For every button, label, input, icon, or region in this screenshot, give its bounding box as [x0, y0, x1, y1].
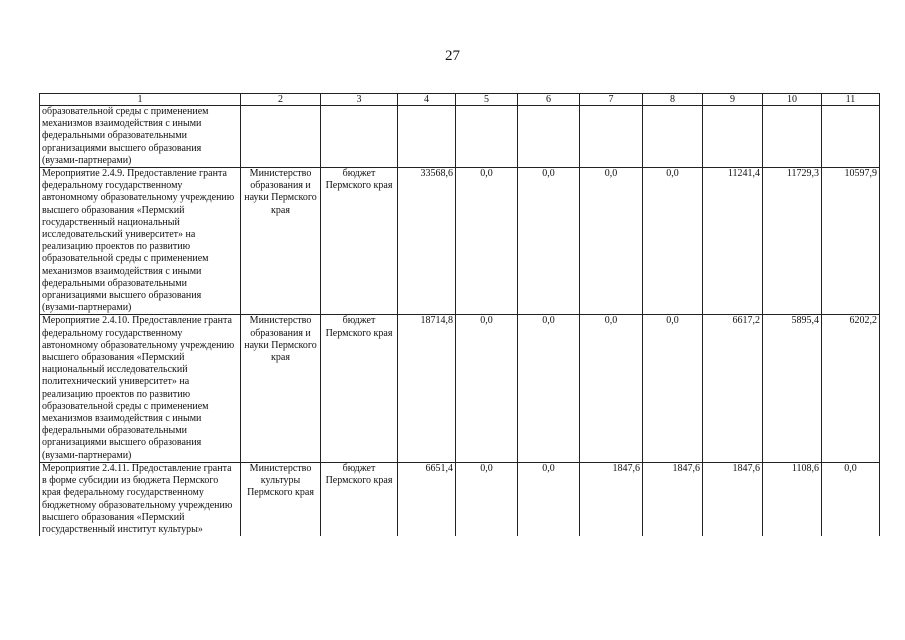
value-cell: 1108,6 — [763, 462, 822, 536]
value-cell: 0,0 — [643, 168, 703, 315]
value-cell: 18714,8 — [398, 315, 456, 462]
value-cell — [643, 106, 703, 168]
value-cell — [580, 106, 643, 168]
value-cell — [822, 106, 880, 168]
value-cell: 0,0 — [822, 462, 880, 536]
column-header: 5 — [456, 94, 518, 106]
executor-cell — [241, 106, 321, 168]
value-cell: 6617,2 — [703, 315, 763, 462]
value-cell — [518, 106, 580, 168]
executor-cell: Министерство образования и науки Пермского края — [241, 168, 321, 315]
column-number-row — [40, 94, 880, 106]
source-cell: бюджет Пермского края — [321, 315, 398, 462]
value-cell: 0,0 — [518, 315, 580, 462]
value-cell: 1847,6 — [580, 462, 643, 536]
value-cell: 6651,4 — [398, 462, 456, 536]
value-cell — [456, 106, 518, 168]
value-cell: 11241,4 — [703, 168, 763, 315]
value-cell: 10597,9 — [822, 168, 880, 315]
value-cell: 0,0 — [643, 315, 703, 462]
activity-description: Мероприятие 2.4.9. Предоставление гранта федеральному государственному автономному образовательному учреждению высшего образования «Пермский государственный национальный исследовательский университет» на реализацию проектов по развитию образовательной среды с применением механизмов взаимодействия с иными федеральными образовательными организациями высшего образования (вузами-партнерами) — [40, 168, 241, 315]
executor-cell: Министерство культуры Пермского края — [241, 462, 321, 536]
value-cell: 0,0 — [518, 462, 580, 536]
column-header: 9 — [703, 94, 763, 106]
value-cell: 11729,3 — [763, 168, 822, 315]
value-cell — [763, 106, 822, 168]
table-row — [40, 462, 880, 536]
column-header: 1 — [40, 94, 241, 106]
source-cell: бюджет Пермского края — [321, 168, 398, 315]
page-number: 27 — [445, 48, 460, 64]
column-header: 4 — [398, 94, 456, 106]
value-cell — [703, 106, 763, 168]
column-header: 3 — [321, 94, 398, 106]
table-row — [40, 106, 880, 168]
table-row — [40, 168, 880, 315]
source-cell — [321, 106, 398, 168]
column-header: 6 — [518, 94, 580, 106]
column-header: 8 — [643, 94, 703, 106]
value-cell: 1847,6 — [643, 462, 703, 536]
column-header: 10 — [763, 94, 822, 106]
column-header: 11 — [822, 94, 880, 106]
value-cell: 0,0 — [456, 315, 518, 462]
table-row — [40, 315, 880, 462]
value-cell: 0,0 — [518, 168, 580, 315]
value-cell: 1847,6 — [703, 462, 763, 536]
activity-description: Мероприятие 2.4.11. Предоставление гранта в форме субсидии из бюджета Пермского края федеральному государственному бюджетному образовательному учреждению высшего образования «Пермский государственный институт культуры» — [40, 462, 241, 536]
value-cell — [398, 106, 456, 168]
activity-description: Мероприятие 2.4.10. Предоставление гранта федеральному государственному автономному образовательному учреждению высшего образования «Пермский национальный исследовательский политехнический университет» на реализацию проектов по развитию образовательной среды с применением механизмов взаимодействия с иными федеральными образовательными организациями высшего образования (вузами-партнерами) — [40, 315, 241, 462]
column-header: 7 — [580, 94, 643, 106]
column-header: 2 — [241, 94, 321, 106]
value-cell: 6202,2 — [822, 315, 880, 462]
value-cell: 0,0 — [580, 168, 643, 315]
activity-description: образовательной среды с применением механизмов взаимодействия с иными федеральными образовательными организациями высшего образования (вузами-партнерами) — [40, 106, 241, 168]
value-cell: 5895,4 — [763, 315, 822, 462]
budget-table — [39, 93, 880, 536]
executor-cell: Министерство образования и науки Пермского края — [241, 315, 321, 462]
value-cell: 33568,6 — [398, 168, 456, 315]
source-cell: бюджет Пермского края — [321, 462, 398, 536]
value-cell: 0,0 — [580, 315, 643, 462]
value-cell: 0,0 — [456, 462, 518, 536]
value-cell: 0,0 — [456, 168, 518, 315]
